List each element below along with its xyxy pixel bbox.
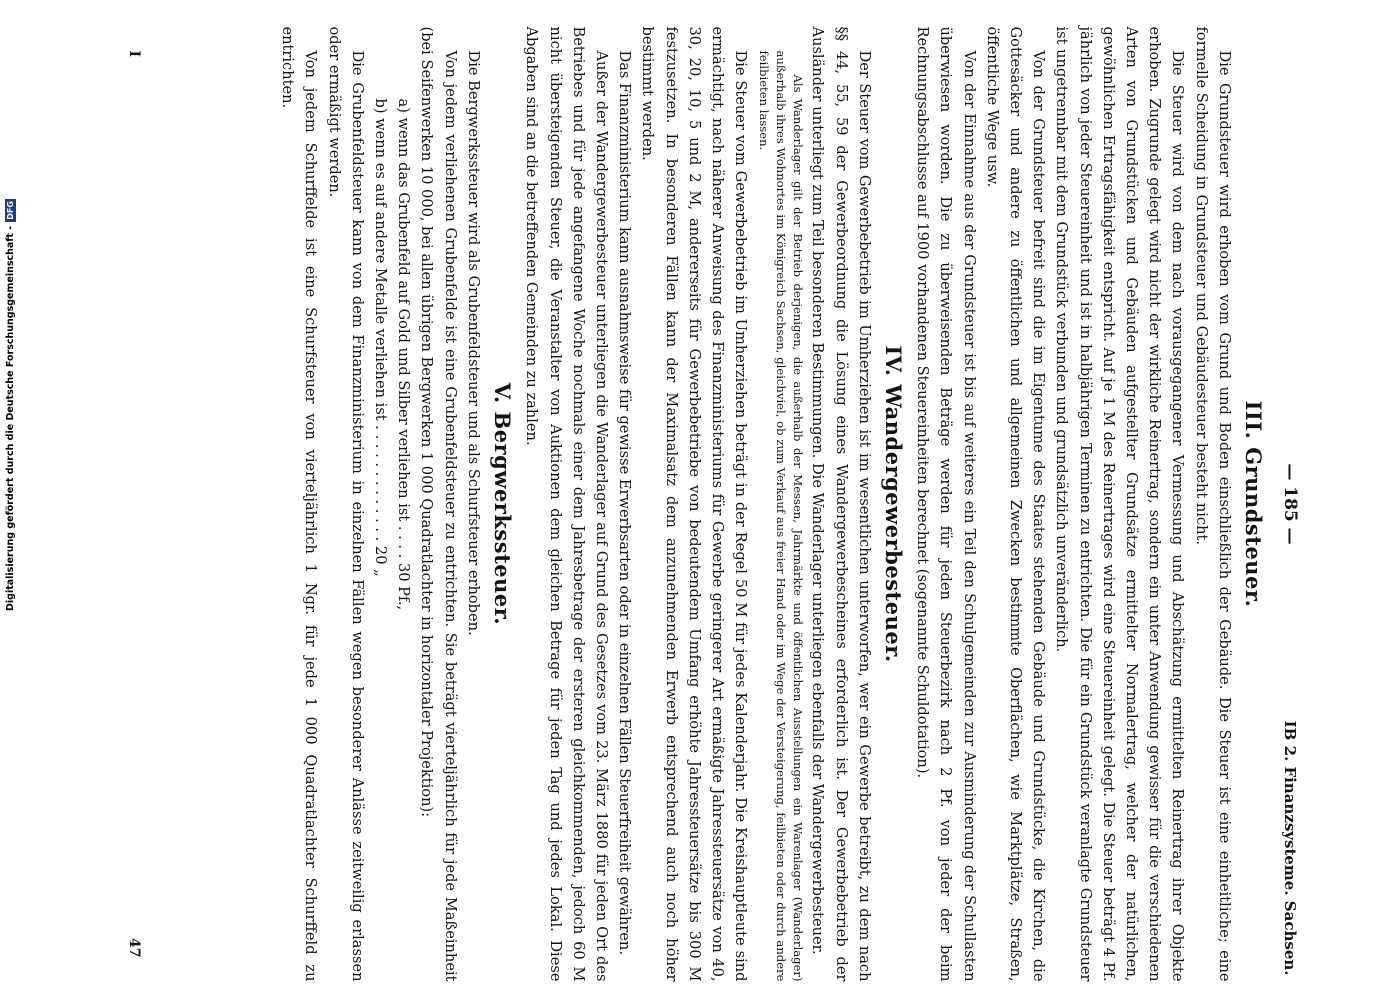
list-item: b) wenn es auf andere Metalle verliehen ist . . . . . . . . . . . . . 20 „	[372, 98, 390, 577]
paragraph: Außer der Wandergewerbesteuer unterliegen die Wanderlager auf Grund des Gesetzes vom 23. März 1880 für jeden Ort des Betriebes und für jede angefangene Woche nochmals einer dem Jahresbetrage der ersteren gleichkommenden, jedoch 60 M nicht übersteigenden Steuer, die Veranstalter von Auktionen dem gleichen Betrage für jeden Tag und jedes Lokal. Diese Abgaben sind an die betreffenden Gemeinden zu zahlen.	[523, 26, 610, 981]
page-number: — 185 —	[1280, 462, 1300, 545]
paragraph: Die Grubenfeldsteuer kann von dem Finanzministerium in einzelnen Fällen wegen besonderer Anlässe zeitweilig erlassen oder ermäßigt werden.	[325, 26, 366, 981]
running-header	[1271, 26, 1301, 981]
signature-mark-left: I	[126, 50, 142, 57]
section-heading-bergwerkssteuer: V. Bergwerkssteuer.	[490, 382, 516, 625]
footnote-paragraph: Als Wanderlager gilt der Betrieb derjenigen, die außerhalb der Messen, Jahrmärkte und öffentlichen Ausstellungen ein Warenlager (Wanderlager) außerhalb ihres Wohnortes im Königreich Sachsen, gleichviel, ob zum Verkauf aus freier Hand oder im Wege der Versteigerung, feilbieten oder durch andere feilbieten lassen.	[757, 50, 806, 981]
paragraph: Die Bergwerkssteuer wird als Grubenfeldsteuer und als Schurfsteuer erhoben.	[464, 50, 482, 636]
paragraph: Die Steuer vom Gewerbebetrieb im Umherziehen beträgt in der Regel 50 M für jedes Kalenderjahr. Die Kreishauptleute sind ermächtigt, nach näherer Anweisung des Finanzministeriums für Gewerbe geringerer Art ermäßigte Jahressteuersätze von 40, 30, 20, 10, 5 und 2 M, andererseits für Gewerbebetriebe von bedeutendem Umfang erhöhte Jahressteuersätze bis 300 M festzusetzen. In besonderen Fällen kann der Maximalsatz dem anzunehmenden Erwerb entsprechend auch noch höher bestimmt werden.	[639, 26, 750, 981]
digitization-credit	[4, 201, 16, 611]
section-heading-grundsteuer: III. Grundsteuer.	[1241, 400, 1266, 607]
dfg-logo: DFG	[5, 201, 15, 220]
rotated-page-content	[126, 26, 1301, 981]
list-item: a) wenn das Grubenfeld auf Gold und Silber verliehen ist . . . . 30 Pf.,	[395, 98, 413, 610]
paragraph: Von der Einnahme aus der Grundsteuer ist bis auf weiteres ein Teil den Schulgemeinden zur Ausminderung der Schullasten überwiesen worden. Die zu überweisenden Beträge werden für jeden Steuerbezirk nach 2 Pf. von jeder der beim Rechnungsabschlusse auf 1900 vorhandenen Steuereinheiten berechnet (sogenannte Schuldotation).	[914, 26, 978, 981]
paragraph: Von der Grundsteuer befreit sind die im Eigentume des Staates stehenden Gebäude und Grundstücke, die Kirchen, die Gottesäcker und andere zu öffentlichen und allgemeinen Zwecken bestimmte Oberflächen, wie Marktplätze, Straßen, öffentliche Wege usw.	[983, 26, 1048, 981]
section-heading-wandergewerbesteuer: IV. Wandergewerbesteuer.	[880, 344, 906, 663]
paragraph: Von jedem verliehenen Grubenfelde ist eine Grubenfeldsteuer zu entrichten. Sie beträgt vierteljährlich für jede Maßeinheit (bei Seifenwerken 10 000, bei allen übrigen Bergwerken 1 000 Quadratlachter in horizontaler Projektion):	[418, 26, 459, 981]
paragraph: Die Steuer wird von dem nach vorausgegangener Vermessung und Abschätzung ermittelten Reinertrag ihrer Objekte erhoben. Zugrunde gelegt wird nicht der wirkliche Reinertrag, sondern ein unter Anwendung gewisser für die verschiedenen Arten von Grundstücken und Gebäuden aufgestellter Grundsätze ermittelter Normalertrag, welcher der natürlichen, gewöhnlichen Ertragsfähigkeit entspricht. Auf je 1 M des Reinertrages wird eine Steuereinheit gelegt. Die Steuer beträgt 4 Pf. jährlich von jeder Steuereinheit und ist in halbjährigen Terminen zu entrichten. Die für ein Grundstück veranlagte Grundsteuer ist ungetrennbar mit dem Grundstück verbunden und grundsätzlich unveränderlich.	[1053, 26, 1187, 981]
document-page	[126, 26, 1301, 981]
signature-mark-right: 47	[126, 937, 142, 957]
paragraph: Von jedem Schurffelde ist eine Schurfsteuer von vierteljährlich 1 Ngr. für jede 1 000 Quadratlachter Schurffeld zu entrichten.	[279, 26, 320, 981]
paragraph: Das Finanzministerium kann ausnahmsweise für gewisse Erwerbsarten oder in einzelnen Fällen Steuerfreiheit gewähren.	[616, 50, 634, 955]
credit-text: Digitalisierung gefördert durch die Deutsche Forschungsgemeinschaft -	[4, 225, 16, 611]
paragraph: Die Grundsteuer wird erhoben vom Grund und Boden einschließlich der Gebäude. Die Steuer ist eine einheitliche; eine formelle Scheidung in Grundsteuer und Gebäudesteuer besteht nicht.	[1192, 26, 1233, 981]
running-title: IB 2. Finanzsysteme. Sachsen.	[1281, 720, 1299, 975]
paragraph: Der Steuer vom Gewerbebetrieb im Umherziehen ist im wesentlichen unterworfen, wer ein Gewerbe betreibt, zu dem nach §§ 44, 55, 59 der Gewerbeordnung die Lösung eines Wandergewerbescheines erforderlich ist. Der Gewerbebetrieb der Ausländer unterliegt zum Teil besonderen Bestimmungen. Die Wanderlager unterliegen ebenfalls der Wandergewerbesteuer.	[809, 26, 873, 981]
